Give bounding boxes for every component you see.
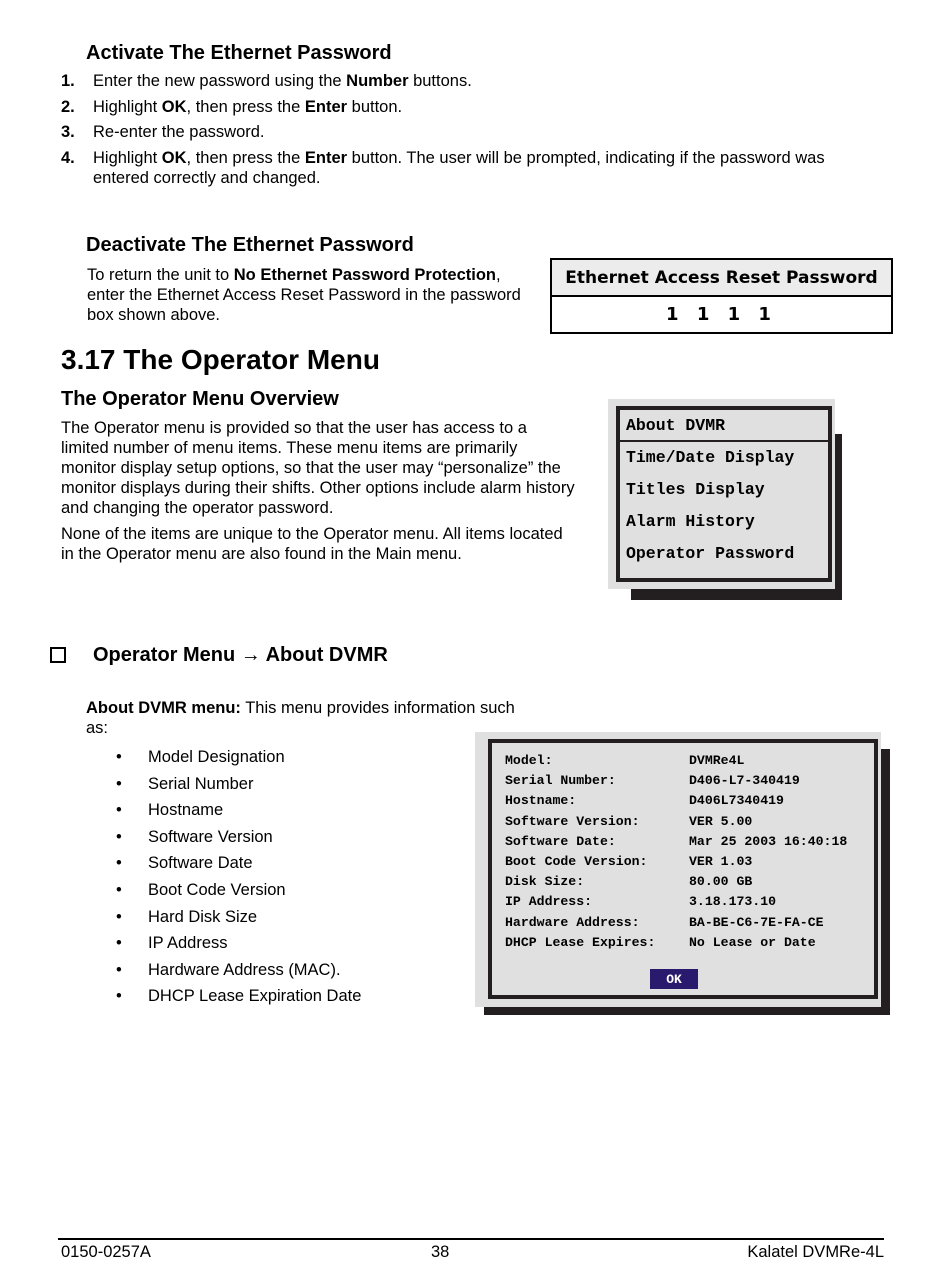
bullet-icon: • — [116, 827, 122, 846]
activate-steps — [61, 71, 901, 193]
about-info-table — [505, 751, 847, 953]
table-row: DHCP Lease Expires: No Lease or Date — [505, 934, 816, 950]
about-dvmr-screen — [488, 739, 878, 999]
list-item: • Hard Disk Size — [116, 904, 361, 931]
overview-heading: The Operator Menu Overview — [61, 388, 339, 410]
list-item: • Software Date — [116, 850, 361, 877]
menu-item-operator-password: Operator Password — [626, 544, 795, 563]
deactivate-heading: Deactivate The Ethernet Password — [86, 234, 414, 256]
table-row: Disk Size: 80.00 GB — [505, 874, 753, 890]
step-2: 2. Highlight OK, then press the Enter button. — [61, 97, 403, 116]
step-3: 3. Re-enter the password. — [61, 123, 265, 141]
bullet-icon: • — [116, 854, 122, 873]
bullet-icon: • — [116, 934, 122, 953]
section-title: 3.17 The Operator Menu — [61, 344, 380, 375]
bullet-icon: • — [116, 987, 122, 1006]
table-row: Software Date: Mar 25 2003 16:40:18 — [505, 833, 848, 849]
footer-product-name: Kalatel DVMRe-4L — [747, 1243, 884, 1261]
step-4: 4. Highlight OK, then press the Enter button. The user will be prompted, indicating if the password was entered correctly and changed. — [61, 148, 825, 187]
overview-paragraph-2: None of the items are unique to the Operator menu. All items located in the Operator menu are also found in the Main menu. — [61, 525, 563, 563]
ok-button[interactable]: OK — [650, 969, 698, 989]
bullet-icon: • — [116, 960, 122, 979]
menu-item-titles-display: Titles Display — [626, 480, 765, 499]
footer-rule — [58, 1238, 884, 1240]
table-row: Boot Code Version: VER 1.03 — [505, 853, 753, 869]
footer-page-number: 38 — [431, 1243, 450, 1261]
list-item: • DHCP Lease Expiration Date — [116, 983, 361, 1010]
activate-heading: Activate The Ethernet Password — [86, 42, 392, 64]
list-item: • Software Version — [116, 824, 361, 851]
table-row: Software Version: VER 5.00 — [505, 813, 753, 829]
bullet-icon: • — [116, 907, 122, 926]
table-row: Serial Number: D406-L7-340419 — [505, 773, 800, 789]
list-item: • IP Address — [116, 930, 361, 957]
about-bullet-list — [116, 744, 361, 1010]
bullet-icon: • — [116, 880, 122, 899]
step-1: 1. Enter the new password using the Number buttons. — [61, 72, 472, 90]
deactivate-text: To return the unit to No Ethernet Password Protection, enter the Ethernet Access Reset Password in the password box shown above. — [87, 266, 521, 324]
list-item: • Hardware Address (MAC). — [116, 957, 361, 984]
reset-password-table — [550, 258, 893, 334]
bullet-icon: • — [116, 774, 122, 793]
reset-password-table-header: Ethernet Access Reset Password — [552, 260, 891, 297]
bullet-icon: • — [116, 801, 122, 820]
footer-doc-number: 0150-0257A — [61, 1243, 151, 1261]
list-item: • Model Designation — [116, 744, 361, 771]
table-row: IP Address: 3.18.173.10 — [505, 894, 777, 910]
overview-paragraph-1: The Operator menu is provided so that the user has access to a limited number of menu items. These menu items are primarily monitor display setup options, so that the user may “personalize” the monitor displays during their shifts. Other options include alarm history and changing the operator password. — [61, 419, 575, 517]
right-arrow-icon: → — [240, 644, 261, 666]
about-intro: About DVMR menu: This menu provides information such as: — [86, 699, 515, 737]
table-row: Hardware Address: BA-BE-C6-7E-FA-CE — [505, 914, 824, 930]
bullet-icon: • — [116, 748, 122, 766]
list-item: • Serial Number — [116, 771, 361, 798]
about-heading: Operator Menu → About DVMR — [93, 644, 388, 666]
reset-password-value: 1 1 1 1 — [666, 304, 777, 325]
operator-menu-screen — [616, 406, 832, 582]
menu-item-about-dvmr: About DVMR — [620, 410, 828, 442]
list-item: • Boot Code Version — [116, 877, 361, 904]
list-item: • Hostname — [116, 797, 361, 824]
menu-item-alarm-history: Alarm History — [626, 512, 755, 531]
table-row: Hostname: D406L7340419 — [505, 793, 784, 809]
checkbox-icon — [50, 647, 66, 663]
menu-item-time-date-display: Time/Date Display — [626, 448, 795, 467]
table-row: Model: DVMRe4L — [505, 753, 745, 768]
